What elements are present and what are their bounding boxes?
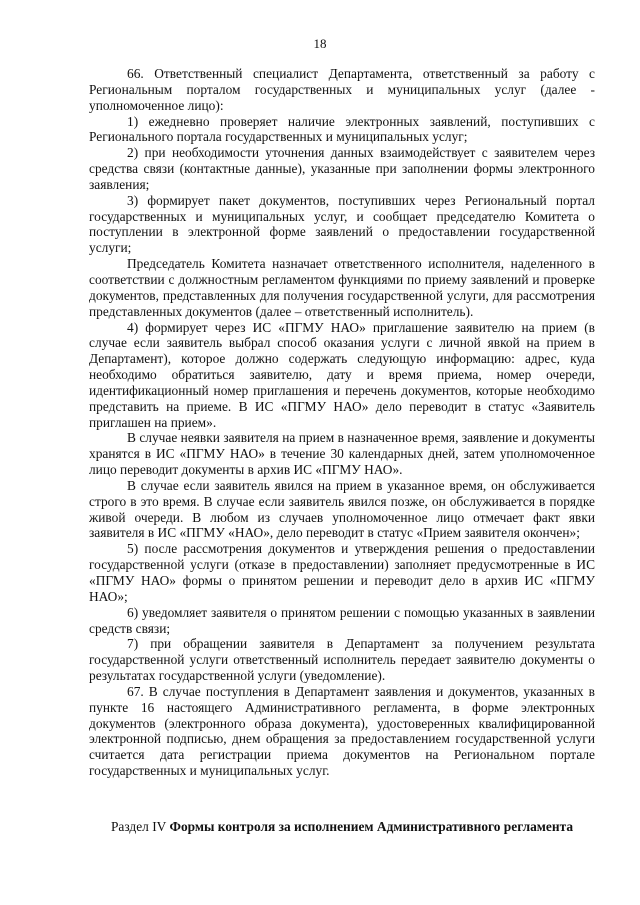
- paragraph-appearance: В случае если заявитель явился на прием в указанное время, он обслуживается строго в это время. В случае если заявитель явился позже, он обслуживается в порядке живой очереди. В любом из случаев уполномоченное лицо отмечает факт явки заявителя в ИС «ПГМУ «НАО», дело переводит в статус «Прием заявителя окончен»;: [89, 477, 595, 541]
- section-heading: [89, 819, 595, 835]
- paragraph-no-show: В случае неявки заявителя на прием в назначенное время, заявление и документы хранятся в ИС «ПГМУ НАО» в течение 30 календарных дней, затем уполномоченное лицо переводит документы в архив ИС «ПГМУ НАО».: [89, 430, 595, 478]
- paragraph-chairman-assigns: Председатель Комитета назначает ответственного исполнителя, наделенного в соответствии с должностным регламентом функциями по приему заявлений и проверке документов, представленных для получения государственной услуги, для рассмотрения представленных документов (далее – ответственный исполнитель).: [89, 256, 595, 319]
- page-number: 18: [313, 36, 327, 51]
- paragraph-item-1: 1) ежедневно проверяет наличие электронных заявлений, поступивших с Регионального портала государственных и муниципальных услуг;: [89, 113, 595, 145]
- paragraph-item-2: 2) при необходимости уточнения данных взаимодействует с заявителем через средства связи (контактные данные), указанные при заполнении формы электронного заявления;: [89, 145, 595, 192]
- section-heading-prefix: Раздел IV: [110, 819, 170, 834]
- paragraph-item-4: 4) формирует через ИС «ПГМУ НАО» приглашение заявителю на прием (в случае если заявитель выбрал способ оказания услуги с личной явкой на прием в Департамент), которое должно содержать следующую информацию: адрес, куда необходимо обратиться заявителю, дату и время приема, номер очереди, идентификационный номер приглашения и перечень документов, которые необходимо представить на приеме. В ИС «ПГМУ НАО» дело переводит в статус «Заявитель приглашен на прием».: [89, 319, 595, 430]
- paragraph-66-intro: 66. Ответственный специалист Департамента, ответственный за работу с Региональным порталом государственных и муниципальных услуг (далее - уполномоченное лицо):: [89, 66, 595, 113]
- paragraph-item-6: 6) уведомляет заявителя о принятом решении с помощью указанных в заявлении средств связи;: [89, 604, 595, 636]
- paragraph-item-7: 7) при обращении заявителя в Департамент за получением результата государственной услуги ответственный исполнитель передает заявителю документы о результатах государственной услуги (уведомление).: [89, 636, 595, 684]
- section-heading-title: Формы контроля за исполнением Административного регламента: [169, 819, 574, 834]
- paragraph-67: 67. В случае поступления в Департамент заявления и документов, указанных в пункте 16 настоящего Административного регламента, в форме электронных документов (электронного образа документа), удостоверенных квалифицированной электронной подписью, днем обращения за предоставлением государственной услуги считается дата регистрации приема документов на Региональном портале государственных и муниципальных услуг.: [89, 683, 595, 779]
- paragraph-item-5: 5) после рассмотрения документов и утверждения решения о предоставлении государственной услуги (отказе в предоставлении) заполняет предусмотренные в ИС «ПГМУ НАО» формы о принятом решении и переводит дело в архив ИС «ПГМУ НАО»;: [89, 541, 595, 604]
- paragraph-item-3: 3) формирует пакет документов, поступивших через Региональный портал государственных и муниципальных услуг, и сообщает председателю Комитета о поступлении в электронной форме заявлений о предоставлении государственной услуги;: [89, 192, 595, 256]
- document-body: [89, 66, 595, 779]
